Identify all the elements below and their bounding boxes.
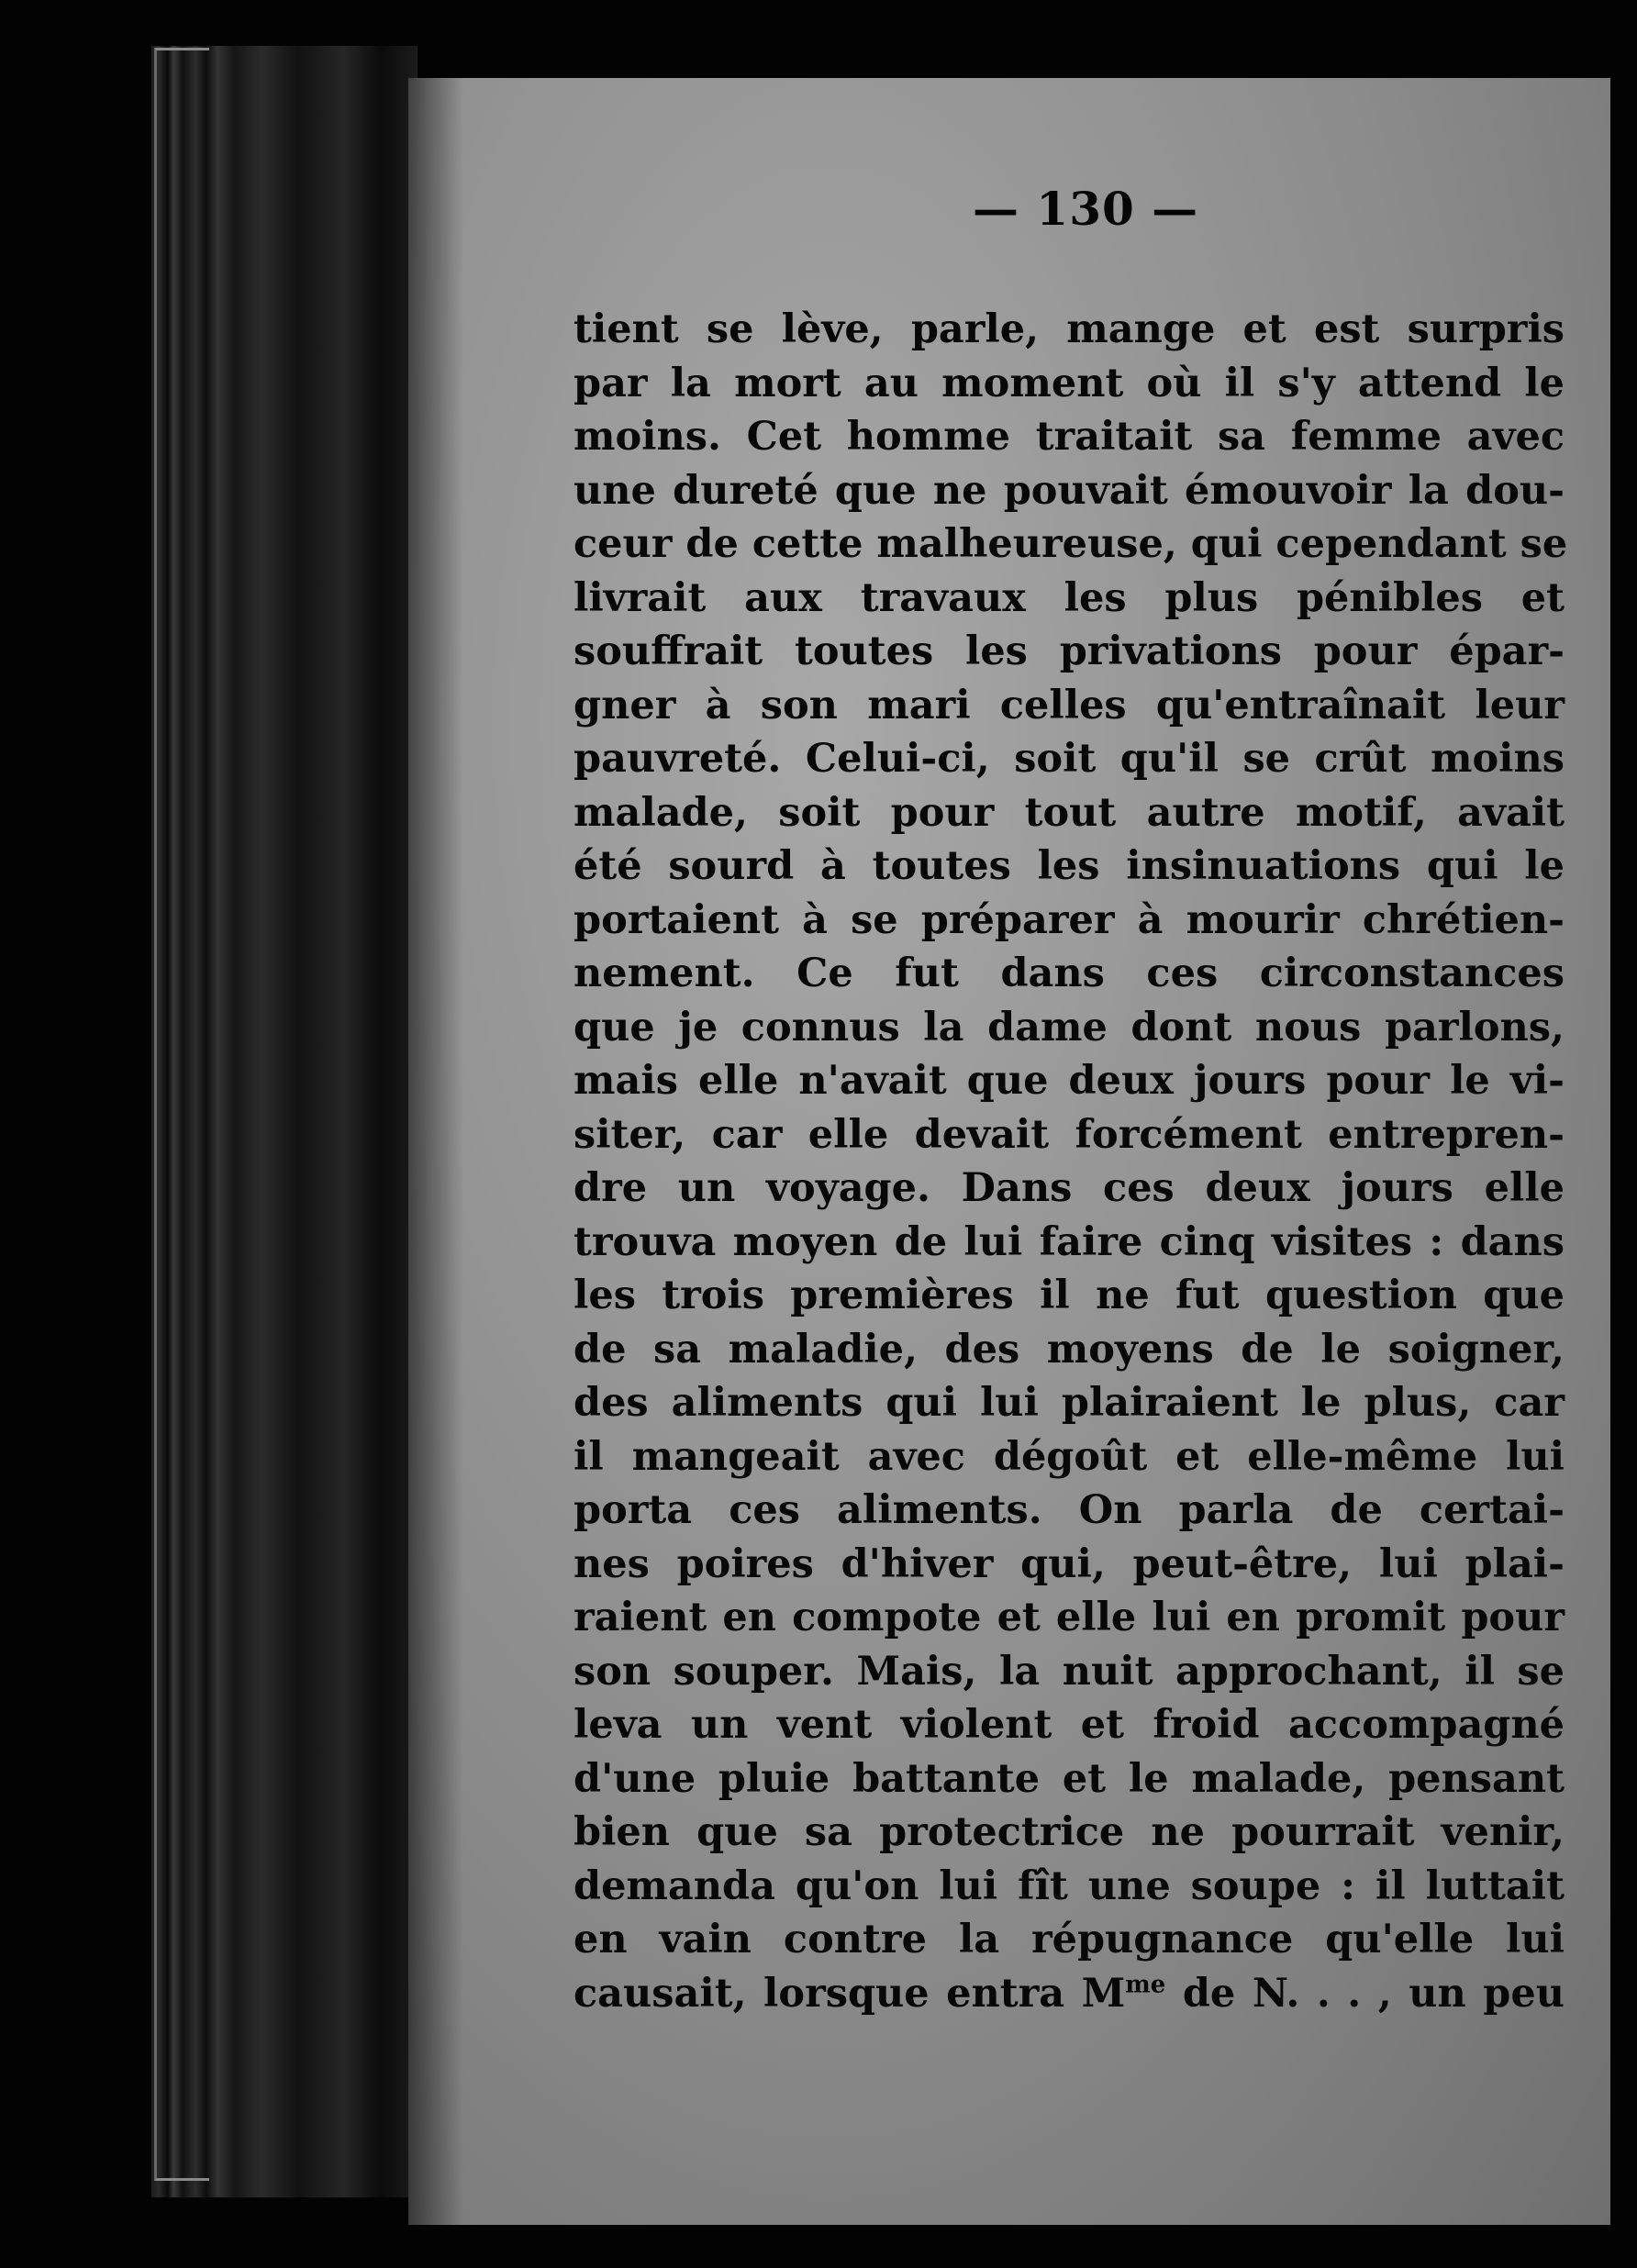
text-line: une dureté que ne pouvait émouvoir la dou- [574, 467, 1565, 514]
text-line: bien que sa protectrice ne pourrait venir, [574, 1809, 1565, 1855]
text-line: moins. Cet homme traitait sa femme avec [574, 414, 1565, 460]
text-line: dre un voyage. Dans ces deux jours elle [574, 1165, 1565, 1211]
text-line: que je connus la dame dont nous parlons, [574, 1004, 1565, 1051]
book-cover-edge [154, 48, 209, 2181]
superscript: me [1125, 1971, 1166, 1999]
text-line: souffrait toutes les privations pour épar- [574, 628, 1565, 674]
text-line: livrait aux travaux les plus pénibles et [574, 574, 1565, 621]
text-line-last [574, 1967, 1565, 2021]
text-line: ceur de cette malheureuse, qui cependant se [574, 521, 1568, 567]
text-line: les trois premières il ne fut question que [574, 1273, 1565, 1318]
text-line: nes poires d'hiver qui, peut-être, lui plai- [574, 1540, 1565, 1587]
text-line: son souper. Mais, la nuit approchant, il se [574, 1648, 1565, 1695]
text-line: pauvreté. Celui-ci, soit qu'il se crût moins [574, 736, 1565, 782]
body-text [574, 303, 1568, 2020]
text-line: d'une pluie battante et le malade, pensant [574, 1755, 1565, 1802]
text-line: de sa maladie, des moyens de le soigner, [574, 1326, 1565, 1373]
text-line: portaient à se préparer à mourir chrétien- [574, 896, 1565, 943]
text-fragment: de N. . . , un peu [1165, 1970, 1565, 2017]
text-line: mais elle n'avait que deux jours pour le vi- [574, 1058, 1565, 1104]
text-line: porta ces aliments. On parla de certai- [574, 1487, 1565, 1533]
text-line: siter, car elle devait forcément entrepren- [574, 1111, 1565, 1158]
text-line: malade, soit pour tout autre motif, avait [574, 789, 1565, 836]
text-line: des aliments qui lui plairaient le plus, car [574, 1380, 1565, 1426]
text-line: par la mort au moment où il s'y attend le [574, 360, 1565, 406]
text-fragment: causait, lorsque entra M [574, 1970, 1126, 2017]
text-line: nement. Ce fut dans ces circonstances [574, 951, 1565, 996]
text-line: demanda qu'on lui fît une soupe : il luttait [574, 1862, 1565, 1909]
text-line: raient en compote et elle lui en promit pour [574, 1595, 1565, 1640]
text-line: été sourd à toutes les insinuations qui le [574, 843, 1565, 889]
text-line: trouva moyen de lui faire cinq visites : dans [574, 1218, 1565, 1265]
page-number: — 130 — [973, 182, 1199, 236]
text-line: leva un vent violent et froid accompagné [574, 1702, 1565, 1748]
text-line: tient se lève, parle, mange et est surpris [574, 306, 1565, 352]
text-line: en vain contre la répugnance qu'elle lui [574, 1917, 1565, 1962]
text-line: gner à son mari celles qu'entraînait leur [574, 682, 1565, 728]
text-line: il mangeait avec dégoût et elle-même lui [574, 1433, 1565, 1480]
